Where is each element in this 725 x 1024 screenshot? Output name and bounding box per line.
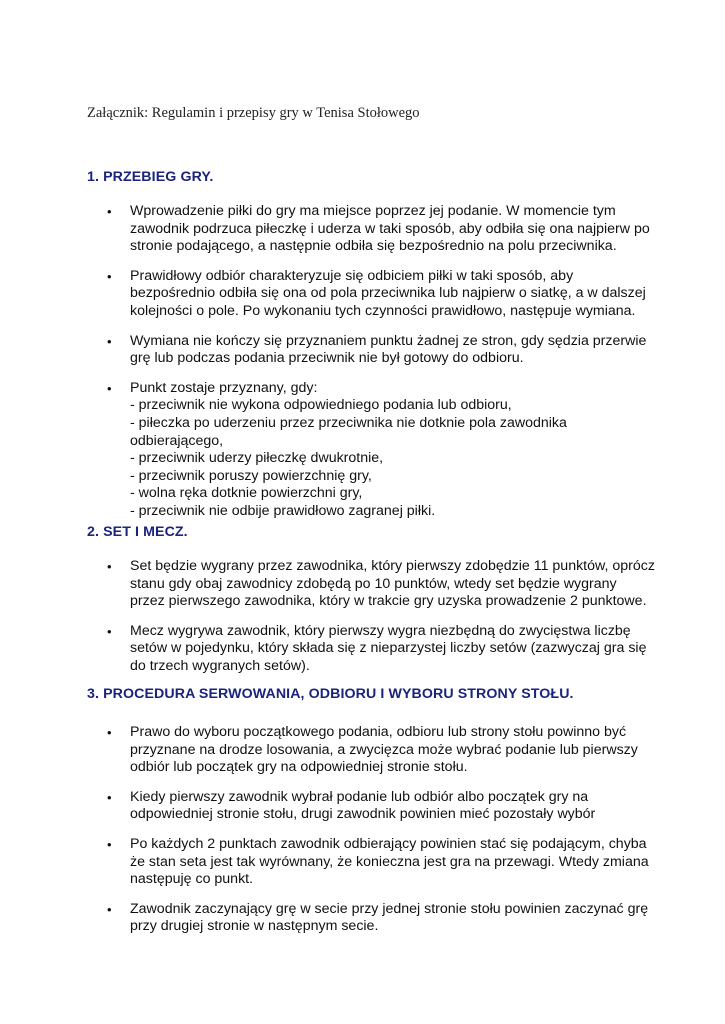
list-item-text: Po każdych 2 punktach zawodnik odbierający powinien stać się podającym, chyba [130, 835, 647, 852]
list-item [87, 724, 662, 777]
bullet-icon: • [107, 204, 112, 219]
list-item [87, 789, 662, 824]
list-item-text: przy drugiej stronie w następnym secie. [130, 918, 379, 935]
section-heading-2: 2. SET I MECZ. [87, 524, 188, 540]
bullet-icon: • [107, 623, 112, 639]
list-item-text: stanu gdy obaj zawodnicy zdobędą po 10 punktów, wtedy set będzie wygrany [130, 575, 617, 592]
list-item-text: - przeciwnik nie wykona odpowiedniego podania lub odbioru, [130, 397, 512, 414]
list-item-text: Prawidłowy odbiór charakteryzuje się odbiciem piłki w taki sposób, aby [130, 267, 574, 284]
list-item-text: setów w pojedynku, który składa się z nieparzystej liczby setów (zazwyczaj gra się [130, 640, 647, 657]
list-item [87, 203, 662, 256]
bullet-icon: • [107, 836, 112, 852]
bullet-icon: • [107, 268, 112, 284]
list-item-text: Set będzie wygrany przez zawodnika, który pierwszy zdobędzie 11 punktów, oprócz [130, 558, 655, 574]
list-item-text: Kiedy pierwszy zawodnik wybrał podanie lub odbiór albo początek gry na [130, 788, 589, 805]
bullet-icon: • [107, 901, 112, 917]
list-item-text: stronie podającego, a następnie odbiła się bezpośrednio na polu przeciwnika. [130, 238, 617, 255]
list-item-text: - przeciwnik uderzy piłeczkę dwukrotnie, [130, 450, 384, 467]
document-title: Załącznik: Regulamin i przepisy gry w Tenisa Stołowego [87, 105, 420, 121]
list-item-text: następuję co punkt. [130, 871, 254, 888]
section-heading-1: 1. PRZEBIEG GRY. [87, 169, 214, 185]
bullet-icon: • [107, 789, 112, 805]
list-item-text: do trzech wygranych setów). [130, 657, 310, 674]
list-item-text: Punkt zostaje przyznany, gdy: [130, 379, 318, 396]
section-list-2 [87, 558, 662, 688]
list-item [87, 901, 662, 936]
list-item-text: Prawo do wyboru początkowego podania, odbioru lub strony stołu powinno być [130, 724, 627, 740]
list-item [87, 333, 662, 368]
list-item-text: że stan seta jest tak wyrównany, że konieczna jest gra na przewagi. Wtedy zmiana [130, 853, 649, 870]
bullet-icon: • [107, 333, 112, 349]
list-item-text: - przeciwnik poruszy powierzchnię gry, [130, 467, 372, 484]
list-item-text: odbiór lub początek gry na odpowiedniej stronie stołu. [130, 759, 468, 776]
list-item-text: Wymiana nie kończy się przyznaniem punktu żadnej ze stron, gdy sędzia przerwie [130, 332, 647, 349]
list-item-text: grę lub podczas podania przeciwnik nie był gotowy do odbioru. [130, 350, 524, 367]
list-item [87, 268, 662, 321]
section-list-1 [87, 203, 662, 533]
list-item [87, 380, 662, 521]
list-item-text: Zawodnik zaczynający grę w secie przy jednej stronie stołu powinien zaczynać grę [130, 900, 649, 917]
list-item-text: zawodnik podrzuca piłeczkę i uderza w taki sposób, aby odbiła się ona najpierw po [130, 220, 650, 237]
list-item-text: przyznane na drodze losowania, a zwycięzca może wybrać podanie lub pierwszy [130, 741, 638, 758]
list-item-text: Wprowadzenie piłki do gry ma miejsce poprzez jej podanie. W momencie tym [130, 203, 616, 219]
list-item-text: - przeciwnik nie odbije prawidłowo zagranej piłki. [130, 502, 436, 519]
list-item-text: bezpośrednio odbiła się ona od pola przeciwnika lub najpierw o siatkę, a w dalszej [130, 285, 646, 302]
list-item-text: odbierającego, [130, 432, 224, 449]
list-item-text: - piłeczka po uderzeniu przez przeciwnika nie dotknie pola zawodnika [130, 414, 567, 431]
bullet-icon: • [107, 380, 112, 396]
section-list-3 [87, 724, 662, 948]
list-item-text: Mecz wygrywa zawodnik, który pierwszy wygra niezbędną do zwycięstwa liczbę [130, 622, 631, 639]
list-item [87, 623, 662, 676]
list-item [87, 558, 662, 611]
list-item-text: - wolna ręka dotknie powierzchni gry, [130, 485, 363, 502]
section-heading-3: 3. PROCEDURA SERWOWANIA, ODBIORU I WYBORU STRONY STOŁU. [87, 686, 574, 702]
list-item-text: kolejności o pole. Po wykonaniu tych czynności prawidłowo, następuje wymiana. [130, 302, 636, 319]
list-item [87, 836, 662, 889]
list-item-text: odpowiedniej stronie stołu, drugi zawodnik powinien mieć pozostały wybór [130, 806, 596, 823]
list-item-text: przez pierwszego zawodnika, który w trakcie gry uzyska prowadzenie 2 punktowe. [130, 593, 647, 610]
bullet-icon: • [107, 725, 112, 740]
bullet-icon: • [107, 559, 112, 574]
